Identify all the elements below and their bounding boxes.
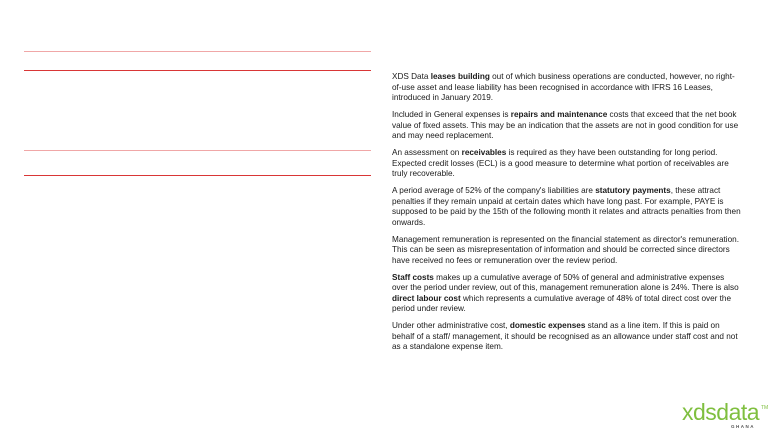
emphasis-text: Staff costs (392, 272, 434, 282)
finding-paragraph (392, 72, 742, 104)
emphasis-text: repairs and maintenance (510, 110, 608, 119)
body-text: which represents a cumulative average of 48% of total direct cost over the period under review. (392, 293, 732, 313)
finding-paragraph (392, 148, 742, 180)
body-text: An assessment on (392, 148, 462, 157)
finding-paragraph (392, 235, 742, 267)
divider-line (24, 70, 371, 71)
body-text: is required as they have been outstanding for long period. Expected credit losses (ECL) is a good measure to determine what portion of receivables are truly recoverable. (392, 148, 729, 178)
body-text: costs that exceed that the net book value of fixed assets. This may be an indication that the assets are not in good condition for use and may need replacement. (392, 110, 739, 140)
finding-paragraph (392, 321, 742, 353)
finding-paragraph (392, 186, 742, 228)
body-text: A period average of 52% of the company's liabilities are (392, 186, 596, 195)
body-text: stand as a line item. If this is paid on behalf of a staff/ management, it should be recognised as an allowance under staff cost and not as a standalone expense item. (392, 321, 738, 351)
finding-paragraph (392, 273, 742, 315)
body-text: Under other administrative cost, (392, 321, 510, 330)
emphasis-text: direct labour cost (392, 293, 461, 303)
emphasis-text: leases building (430, 72, 490, 81)
emphasis-text: statutory payments (595, 186, 671, 195)
findings-text-block (392, 72, 742, 359)
xdsdata-logo (682, 399, 768, 433)
emphasis-text: receivables (461, 148, 507, 157)
body-text: out of which business operations are conducted, however, no right-of-use asset and lease liability has been recognised in accordance with IFRS 16 Leases, introduced in January 2019. (392, 72, 735, 102)
emphasis-text: domestic expenses (509, 321, 586, 330)
finding-paragraph (392, 110, 742, 142)
body-text: , these attract penalties if they remain unpaid at certain dates which have long past. For example, PAYE is supposed to be paid by the 15th of the following month it relates and attracts penalties from then onwards. (392, 186, 741, 227)
divider-line (24, 150, 371, 151)
body-text: Management remuneration is represented on the financial statement as director's remuneration. This can be seen as misrepresentation of information and should be corrected since directors have received no fees or remuneration over the review period. (392, 234, 739, 265)
body-text: XDS Data (392, 72, 431, 81)
logo-wordmark: xdsdata (682, 399, 760, 425)
body-text: Included in General expenses is (392, 110, 511, 119)
divider-line (24, 51, 371, 52)
body-text: makes up a cumulative average of 50% of general and administrative expenses over the period under review, out of this, management remuneration alone is 24%. There is also (392, 272, 739, 292)
logo-trademark: TM (761, 405, 768, 411)
logo-country: GHANA (731, 424, 755, 429)
divider-line (24, 175, 371, 176)
